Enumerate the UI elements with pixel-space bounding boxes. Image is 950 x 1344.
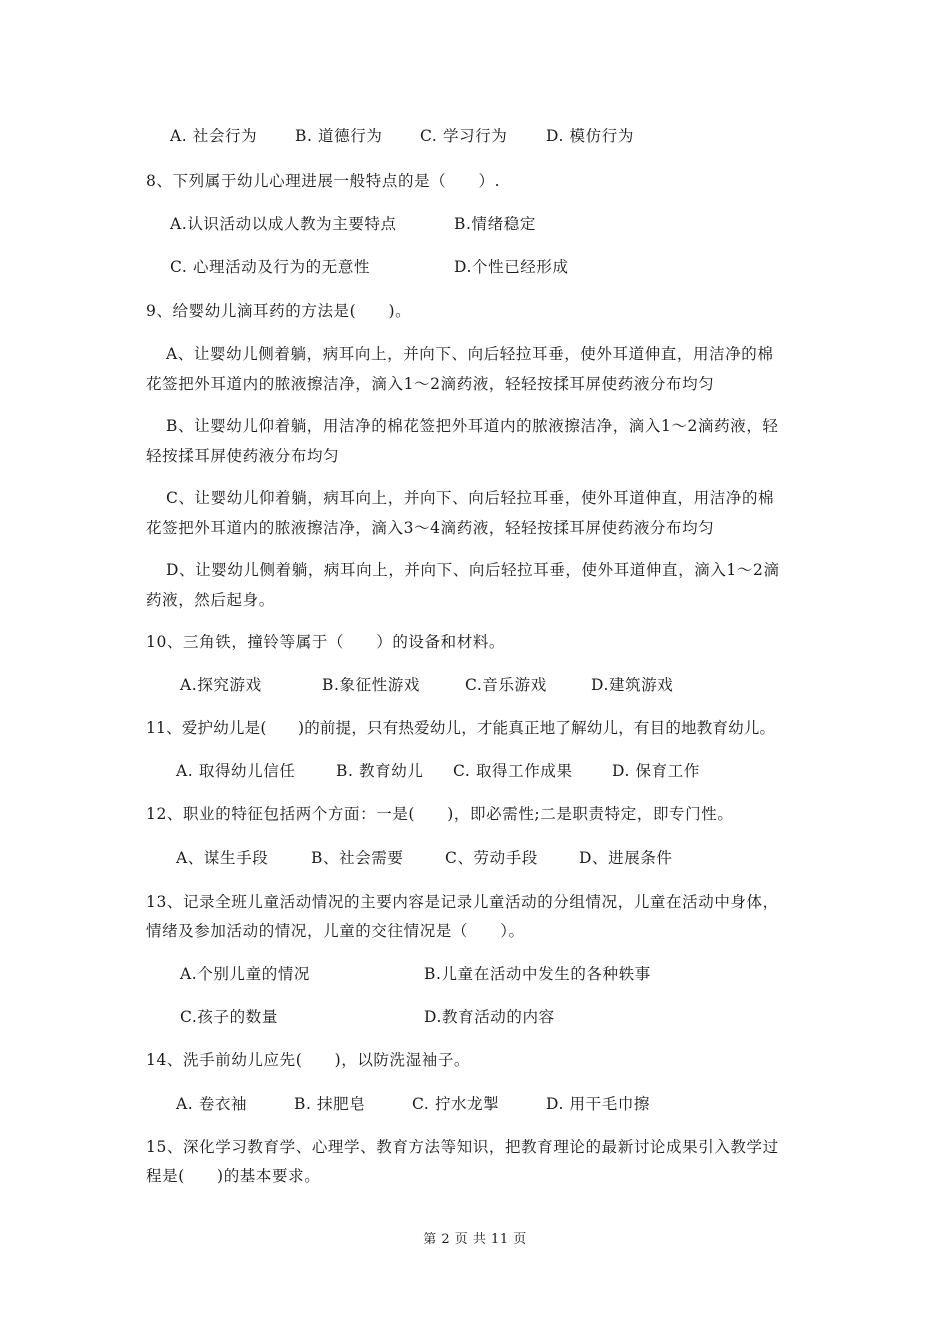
q10-option-c: C.音乐游戏 [465, 676, 547, 694]
q14-stem: 14、洗手前幼儿应先( )，以防洗湿袖子。 [146, 1051, 471, 1069]
q8-option-b: B.情绪稳定 [454, 215, 536, 233]
q13-option-d: D.教育活动的内容 [424, 1008, 555, 1026]
q11-option-b: B. 教育幼儿 [336, 762, 424, 780]
q9-option-a-line1: A、让婴幼儿侧着躺，病耳向上，并向下、向后轻拉耳垂，使外耳道伸直，用洁净的棉 [166, 345, 774, 363]
page-footer: 第 2 页 共 11 页 [423, 1232, 527, 1247]
q9-option-d-line2: 药液，然后起身。 [146, 591, 275, 609]
q7-option-b: B. 道德行为 [295, 127, 383, 145]
q13-stem-line1: 13、记录全班儿童活动情况的主要内容是记录儿童活动的分组情况，儿童在活动中身体， [146, 893, 779, 911]
q10-option-b: B.象征性游戏 [322, 676, 421, 694]
q9-stem: 9、给婴幼儿滴耳药的方法是( )。 [146, 302, 412, 320]
q14-option-b: B. 抹肥皂 [294, 1095, 366, 1113]
q15-stem-line1: 15、深化学习教育学、心理学、教育方法等知识，把教育理论的最新讨论成果引入教学过 [146, 1138, 779, 1156]
q14-option-c: C. 拧水龙掣 [412, 1095, 500, 1113]
q14-option-d: D. 用干毛巾擦 [546, 1095, 651, 1113]
q7-option-c: C. 学习行为 [420, 127, 508, 145]
q11-stem: 11、爱护幼儿是( )的前提，只有热爱幼儿，才能真正地了解幼儿，有目的地教育幼儿。 [146, 719, 776, 737]
q9-option-c-line1: C、让婴幼儿仰着躺，病耳向上，并向下、向后轻拉耳垂，使外耳道伸直，用洁净的棉 [166, 489, 775, 507]
q12-option-b: B、社会需要 [311, 849, 404, 867]
q13-option-a: A.个别儿童的情况 [180, 965, 311, 983]
q11-option-c: C. 取得工作成果 [453, 762, 573, 780]
q10-option-a: A.探究游戏 [180, 676, 262, 694]
q9-option-b-line1: B、让婴幼儿仰着躺，用洁净的棉花签把外耳道内的脓液擦洁净，滴入1～2滴药液，轻 [166, 417, 779, 435]
q9-option-c-line2: 花签把外耳道内的脓液擦洁净，滴入3～4滴药液，轻轻按揉耳屏使药液分布均匀 [146, 519, 715, 537]
q9-option-d-line1: D、让婴幼儿侧着躺，病耳向上，并向下、向后轻拉耳垂，使外耳道伸直，滴入1～2滴 [166, 561, 780, 579]
q12-option-c: C、劳动手段 [445, 849, 538, 867]
q12-option-d: D、进展条件 [579, 849, 673, 867]
q12-option-a: A、谋生手段 [176, 849, 269, 867]
q9-option-a-line2: 花签把外耳道内的脓液擦洁净，滴入1～2滴药液，轻轻按揉耳屏使药液分布均匀 [146, 375, 715, 393]
q7-option-a: A. 社会行为 [170, 127, 258, 145]
q12-stem: 12、职业的特征包括两个方面：一是( )，即必需性;二是职责特定，即专门性。 [146, 805, 734, 823]
q8-option-a: A.认识活动以成人教为主要特点 [170, 215, 397, 233]
q10-stem: 10、三角铁，撞铃等属于（ ）的设备和材料。 [146, 633, 506, 651]
q15-stem-line2: 程是( )的基本要求。 [146, 1167, 321, 1185]
q8-option-c: C. 心理活动及行为的无意性 [170, 258, 371, 276]
q11-option-d: D. 保育工作 [612, 762, 700, 780]
q13-option-b: B.儿童在活动中发生的各种轶事 [424, 965, 651, 983]
q7-option-d: D. 模仿行为 [546, 127, 634, 145]
q14-option-a: A. 卷衣袖 [176, 1095, 248, 1113]
q8-stem: 8、下列属于幼儿心理进展一般特点的是（ ）. [146, 172, 501, 190]
q9-option-b-line2: 轻按揉耳屏使药液分布均匀 [146, 447, 340, 465]
q10-option-d: D.建筑游戏 [591, 676, 674, 694]
q8-option-d: D.个性已经形成 [454, 258, 569, 276]
q13-stem-line2: 情绪及参加活动的情况，儿童的交往情况是（ ）。 [146, 922, 525, 940]
q11-option-a: A. 取得幼儿信任 [176, 762, 296, 780]
q13-option-c: C.孩子的数量 [180, 1008, 278, 1026]
